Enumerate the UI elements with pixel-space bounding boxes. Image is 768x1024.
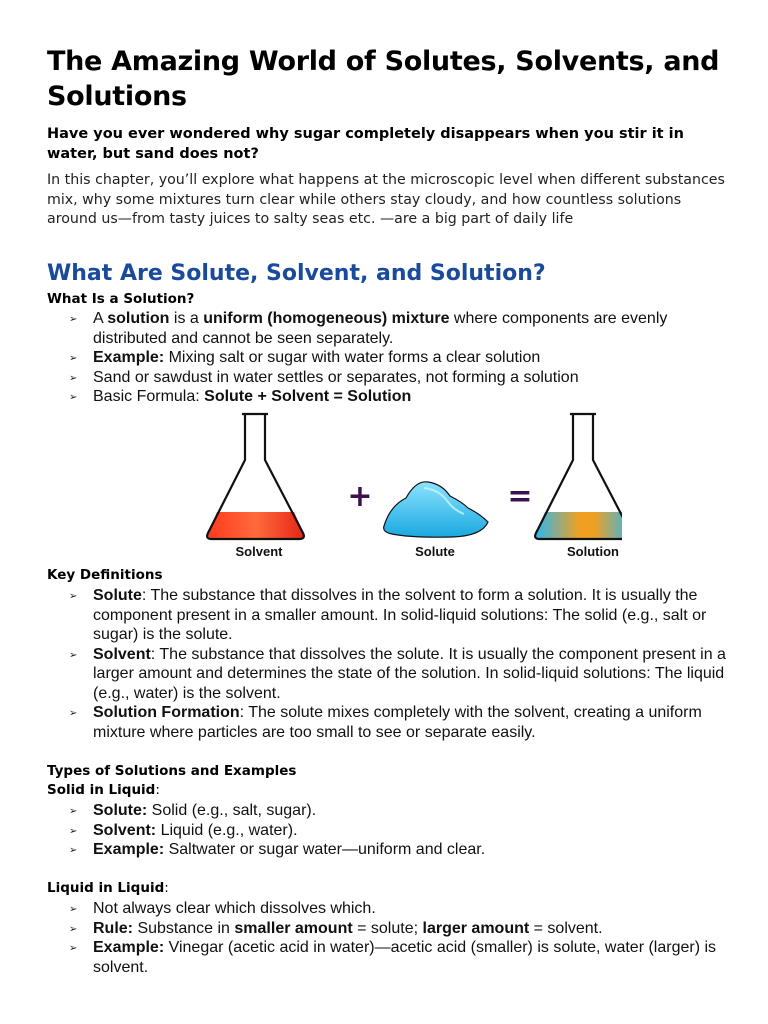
liquid-in-liquid-list [47,899,727,977]
list-item: ➢ Example: Saltwater or sugar water—uniform and clear. [47,840,727,860]
what-is-list [47,309,727,407]
liquid-in-liquid-heading: Liquid in Liquid: [47,880,169,896]
bullet-arrow-icon: ➢ [69,825,78,837]
list-item: ➢ Not always clear which dissolves which. [47,899,727,919]
bullet-arrow-icon: ➢ [69,904,78,915]
key-definitions-heading: Key Definitions [47,567,163,583]
lead-question: Have you ever wondered why sugar completely disappears when you stir it in water, but sand does not? [47,126,684,162]
list-item: ➢ Solute: The substance that dissolves in the solvent to form a solution. It is usually the component present in a smaller amount. In solid-liquid solutions: The solid (e.g., salt or sugar) is the solute. [69,587,707,643]
bullet-arrow-icon: ➢ [69,806,78,817]
solute-pile-icon [384,482,488,537]
bullet-arrow-icon: ➢ [69,845,78,856]
section-heading: What Are Solute, Solvent, and Solution? [47,261,546,286]
list-item: ➢ Example: Mixing salt or sugar with water forms a clear solution [47,348,727,368]
formula-illustration [162,410,622,550]
list-item: ➢ Rule: Substance in smaller amount = solute; larger amount = solvent. [47,919,727,939]
list-item: ➢ Solvent: The substance that dissolves the solute. It is usually the component present in a larger amount and determines the state of the solution. In solid-liquid solutions: The liquid (e.g., water) is the solvent. [69,645,726,702]
bullet-arrow-icon: ➢ [69,591,78,602]
what-is-heading: What Is a Solution? [47,291,195,307]
list-item: ➢ Solute: Solid (e.g., salt, sugar). [47,801,727,821]
solute-label: Solute [415,544,455,559]
page-title: The Amazing World of Solutes, Solvents, and Solutions [47,46,720,112]
solvent-label: Solvent [235,544,283,559]
bullet-arrow-icon: ➢ [69,353,78,364]
key-definitions-list [47,586,727,742]
list-item: ➢ Basic Formula: Solute + Solvent = Solution [47,387,727,407]
plus-sign: + [347,479,373,514]
equals-sign: = [507,479,533,514]
bullet-arrow-icon: ➢ [69,708,78,719]
solvent-flask-icon [207,414,304,539]
bullet-arrow-icon: ➢ [69,943,78,954]
list-item: ➢ Sand or sawdust in water settles or separates, not forming a solution [47,368,727,388]
bullet-arrow-icon: ➢ [69,392,78,403]
types-heading: Types of Solutions and Examples [47,763,297,779]
bullet-arrow-icon: ➢ [69,923,78,935]
solution-label: Solution [567,544,619,559]
bullet-arrow-icon: ➢ [69,372,78,384]
list-item: ➢ Solution Formation: The solute mixes completely with the solvent, creating a uniform mixture where particles are too small to see or separate easily. [69,704,702,741]
solution-formula-figure [162,410,622,570]
solution-flask-icon [535,414,622,539]
bullet-arrow-icon: ➢ [69,649,78,661]
list-item: ➢ Example: Vinegar (acetic acid in water)—acetic acid (smaller) is solute, water (larger) is solvent. [69,939,717,976]
solid-in-liquid-heading: Solid in Liquid: [47,782,160,798]
solid-in-liquid-list [47,801,727,860]
intro-paragraph: In this chapter, you’ll explore what happens at the microscopic level when different substances mix, why some mixtures turn clear while others stay cloudy, and how countless solutions around us—from tasty juices to salty seas etc. —are a big part of daily life [47,172,725,227]
list-item: ➢ Solvent: Liquid (e.g., water). [47,821,727,841]
list-item: ➢ A solution is a uniform (homogeneous) mixture where components are evenly distributed and cannot be seen separately. [69,310,668,347]
bullet-arrow-icon: ➢ [69,314,78,325]
